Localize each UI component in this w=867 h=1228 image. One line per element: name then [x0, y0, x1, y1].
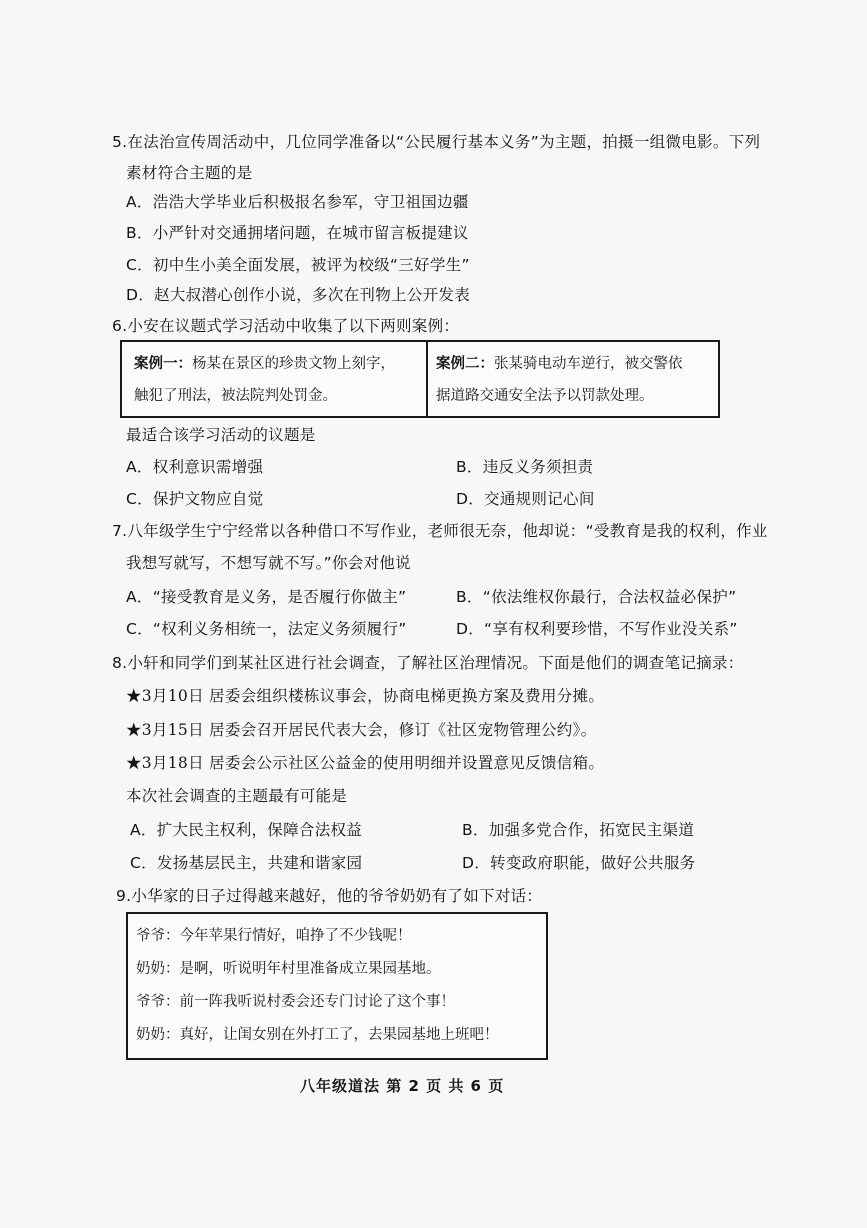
q5-stem-line2: 素材符合主题的是 — [126, 164, 253, 182]
dialogue-line-3: 爷爷：前一阵我听说村委会还专门讨论了这个事！ — [136, 994, 455, 1010]
q6-case-box — [120, 340, 720, 418]
case1-line1 — [134, 354, 395, 374]
q8-stem: 8.小轩和同学们到某社区进行社会调查，了解社区治理情况。下面是他们的调查笔记摘录： — [112, 654, 744, 672]
case1-label: 案例一： — [134, 355, 192, 372]
q8-note-2: ★3月15日 居委会召开居民代表大会，修订《社区宠物管理公约》。 — [126, 721, 597, 739]
q8-note-1: ★3月10日 居委会组织楼栋议事会，协商电梯更换方案及费用分摊。 — [126, 687, 605, 705]
q8-question: 本次社会调查的主题最有可能是 — [126, 787, 348, 805]
q5-option-b: B．小严针对交通拥堵问题，在城市留言板提建议 — [126, 224, 469, 242]
q5-stem-line1: 5.在法治宣传周活动中，几位同学准备以“公民履行基本义务”为主题，拍摄一组微电影。下列 — [112, 133, 761, 151]
case1-text1: 杨某在景区的珍贵文物上刻字， — [192, 356, 395, 372]
dialogue-line-4: 奶奶：真好，让闺女别在外打工了，去果园基地上班吧！ — [136, 1027, 499, 1043]
q8-option-c: C．发扬基层民主，共建和谐家园 — [130, 854, 363, 872]
dialogue-line-1: 爷爷：今年苹果行情好，咱挣了不少钱呢！ — [136, 928, 412, 944]
case2-label: 案例二： — [436, 355, 494, 372]
q8-option-d: D．转变政府职能，做好公共服务 — [462, 854, 696, 872]
q7-option-a: A．“接受教育是义务，是否履行你做主” — [126, 588, 407, 606]
q5-option-a: A．浩浩大学毕业后积极报名参军，守卫祖国边疆 — [126, 193, 469, 211]
q8-option-a: A．扩大民主权利，保障合法权益 — [130, 821, 363, 839]
q6-option-b: B．违反义务须担责 — [456, 458, 594, 476]
q6-option-d: D．交通规则记心间 — [456, 490, 595, 508]
q6-stem: 6.小安在议题式学习活动中收集了以下两则案例： — [112, 317, 460, 335]
q9-dialogue-box — [126, 912, 548, 1060]
case-divider — [426, 342, 428, 416]
q7-stem-line1: 7.八年级学生宁宁经常以各种借口不写作业，老师很无奈，他却说：“受教育是我的权利，作业 — [112, 522, 768, 540]
q7-option-c: C．“权利义务相统一，法定义务须履行” — [126, 620, 407, 638]
q5-option-c: C．初中生小美全面发展，被评为校级“三好学生” — [126, 256, 470, 274]
q8-option-b: B．加强多党合作，拓宽民主渠道 — [462, 821, 695, 839]
case1-line2: 触犯了刑法，被法院判处罚金。 — [134, 388, 337, 404]
q7-option-d: D．“享有权利要珍惜，不写作业没关系” — [456, 620, 738, 638]
q6-option-a: A．权利意识需增强 — [126, 458, 264, 476]
q6-question: 最适合该学习活动的议题是 — [126, 426, 316, 444]
q5-option-d: D．赵大叔潜心创作小说，多次在刊物上公开发表 — [126, 286, 471, 304]
q9-stem: 9.小华家的日子过得越来越好，他的爷爷奶奶有了如下对话： — [116, 887, 543, 905]
case2-text1: 张某骑电动车逆行，被交警依 — [494, 356, 683, 372]
page-footer: 八年级道法 第 2 页 共 6 页 — [300, 1077, 505, 1095]
q7-option-b: B．“依法维权你最行，合法权益必保护” — [456, 588, 737, 606]
q8-note-3: ★3月18日 居委会公示社区公益金的使用明细并设置意见反馈信箱。 — [126, 754, 605, 772]
q7-stem-line2: 我想写就写，不想写就不写。”你会对他说 — [126, 554, 411, 572]
case2-line2: 据道路交通安全法予以罚款处理。 — [436, 388, 654, 404]
dialogue-line-2: 奶奶：是啊，听说明年村里准备成立果园基地。 — [136, 961, 441, 977]
case2-line1 — [436, 354, 683, 374]
q6-option-c: C．保护文物应自觉 — [126, 490, 264, 508]
